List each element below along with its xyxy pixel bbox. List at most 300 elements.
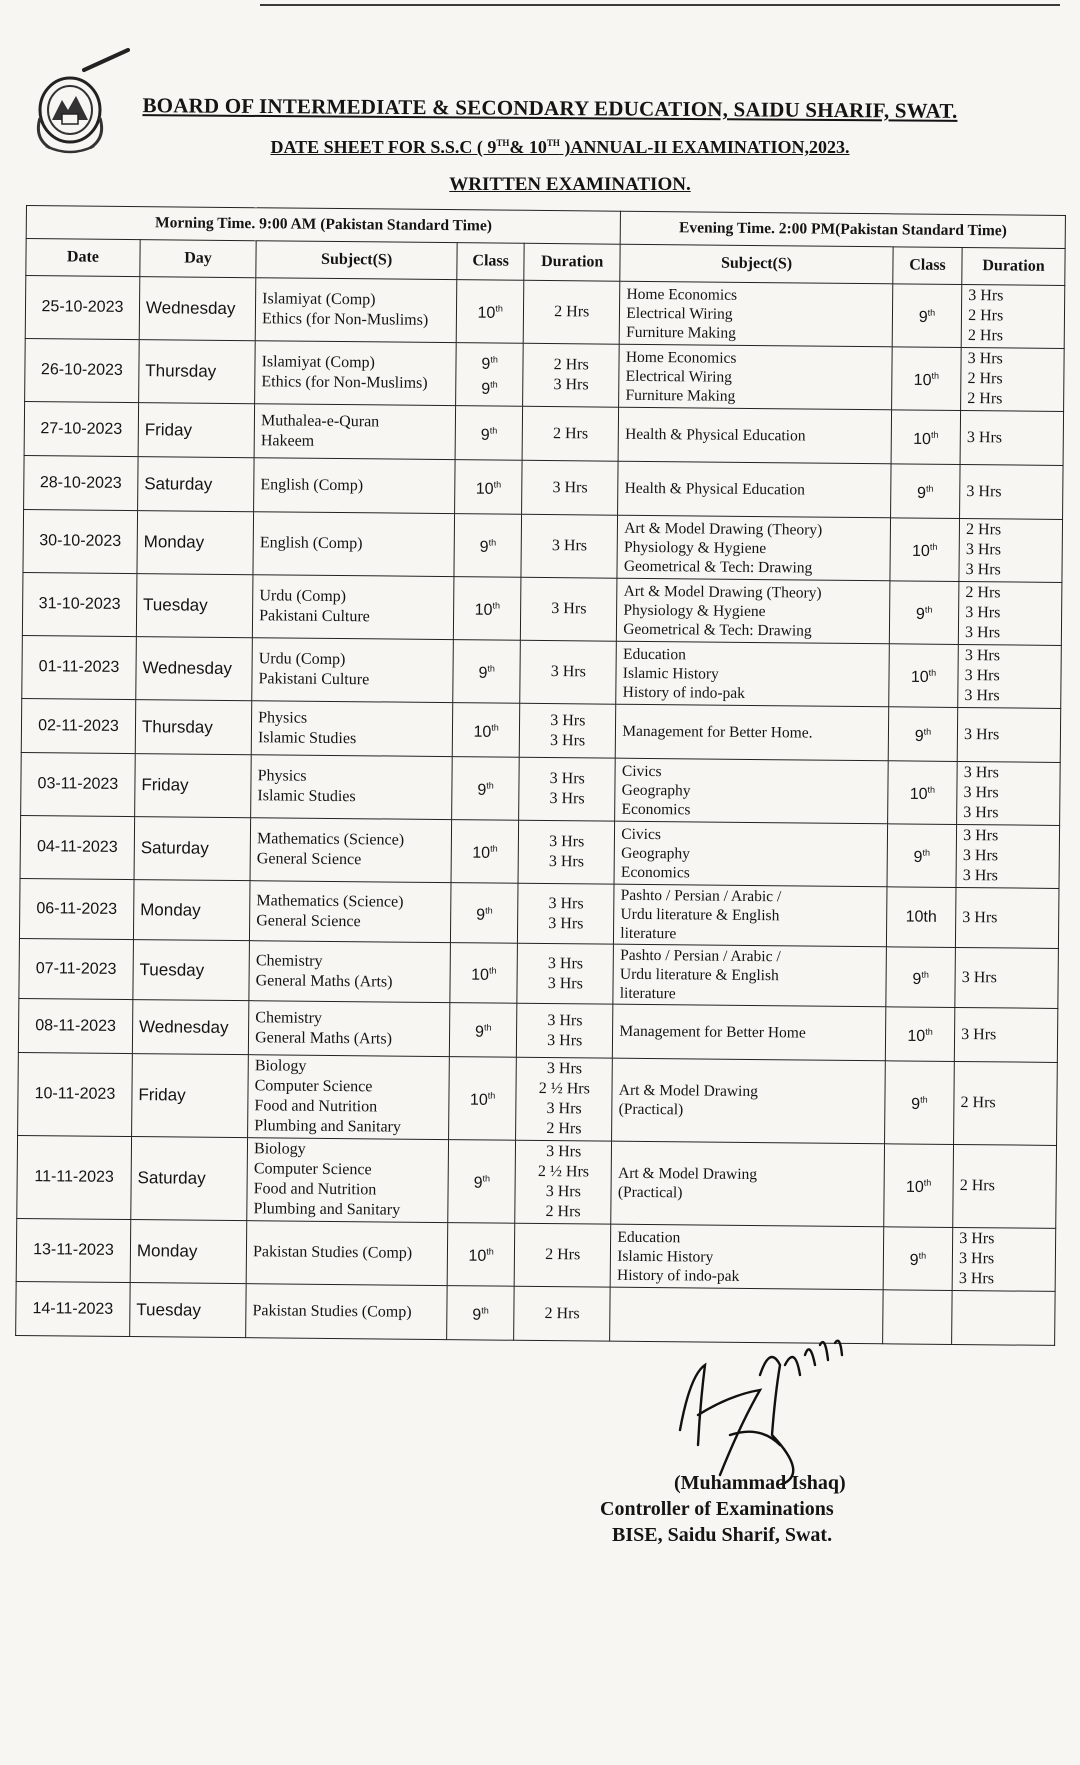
evening-class-line bbox=[890, 1173, 946, 1199]
class-suffix: th bbox=[487, 1090, 496, 1101]
morning-subject-line: English (Comp) bbox=[260, 475, 364, 494]
evening-duration bbox=[960, 464, 1063, 519]
class-number: 10 bbox=[910, 669, 929, 687]
class-number: 9 bbox=[916, 484, 927, 502]
morning-subject-line: Ethics (for Non-Muslims) bbox=[261, 373, 428, 392]
morning-subjects bbox=[249, 941, 451, 1003]
morning-class-line bbox=[459, 717, 513, 743]
board-name: BISE, Saidu Sharif, Swat. bbox=[612, 1524, 833, 1546]
evening-subject-line: literature bbox=[620, 924, 677, 943]
class-number: 10 bbox=[474, 601, 493, 620]
evening-subjects bbox=[614, 821, 887, 887]
morning-duration-line: 2 ½ Hrs bbox=[538, 1079, 590, 1098]
class-number: 9 bbox=[480, 426, 490, 444]
class-number: 9 bbox=[474, 1023, 485, 1041]
board-logo-emblem bbox=[32, 48, 132, 158]
class-suffix: th bbox=[928, 668, 937, 679]
class-suffix: th bbox=[490, 354, 498, 365]
morning-class bbox=[449, 1057, 517, 1141]
evening-session-header: Evening Time. 2:00 PM(Pakistan Standard Time) bbox=[620, 211, 1065, 248]
evening-subject-line: literature bbox=[619, 984, 676, 1003]
evening-class-line: 10th bbox=[905, 907, 937, 926]
exam-date: 28-10-2023 bbox=[24, 455, 138, 510]
morning-subjects bbox=[251, 755, 453, 820]
morning-subject-line: Muthalea-e-Quran bbox=[260, 411, 380, 430]
exam-date: 08-11-2023 bbox=[18, 998, 132, 1053]
morning-duration-line: 3 Hrs bbox=[549, 833, 585, 851]
morning-subjects bbox=[250, 881, 452, 943]
evening-class bbox=[888, 707, 958, 762]
evening-class-line bbox=[895, 663, 951, 689]
evening-class-line bbox=[890, 1246, 946, 1272]
evening-class bbox=[884, 1144, 954, 1228]
evening-duration-line: 3 Hrs bbox=[958, 1250, 995, 1268]
morning-subjects bbox=[252, 575, 454, 640]
exam-date: 01-11-2023 bbox=[22, 635, 137, 699]
morning-class-line bbox=[462, 374, 516, 400]
class-suffix: th bbox=[923, 1177, 932, 1189]
evening-class bbox=[891, 347, 961, 411]
class-number: 9 bbox=[481, 380, 491, 398]
sheet-title-sup: TH bbox=[496, 138, 510, 148]
evening-duration-line: 3 Hrs bbox=[965, 541, 1002, 559]
evening-class bbox=[885, 1007, 955, 1062]
class-suffix: th bbox=[925, 1026, 933, 1037]
morning-subject-line: Mathematics (Science) bbox=[256, 830, 405, 849]
evening-subject-line: Urdu literature & English bbox=[620, 905, 780, 925]
class-number: 10 bbox=[907, 1027, 926, 1045]
controller-title: Controller of Examinations bbox=[600, 1498, 834, 1520]
evening-duration bbox=[961, 284, 1064, 348]
schedule-row bbox=[18, 998, 1057, 1062]
exam-day: Tuesday bbox=[136, 574, 253, 638]
class-suffix: th bbox=[918, 1250, 927, 1262]
schedule-row bbox=[16, 1218, 1056, 1291]
class-number: 10 bbox=[469, 1091, 488, 1110]
evening-duration-line: 2 Hrs bbox=[960, 1094, 996, 1112]
morning-duration-line: 3 Hrs bbox=[551, 537, 588, 555]
evening-duration bbox=[952, 1290, 1055, 1345]
morning-subjects bbox=[246, 1284, 448, 1340]
evening-duration bbox=[952, 1227, 1055, 1291]
exam-day: Wednesday bbox=[139, 277, 256, 341]
evening-subject-line: Physiology & Hygiene bbox=[623, 601, 766, 620]
morning-duration-line: 3 Hrs bbox=[552, 478, 588, 496]
morning-duration-line: 3 Hrs bbox=[547, 954, 584, 972]
morning-subject-line: General Science bbox=[256, 850, 362, 869]
evening-subjects bbox=[620, 281, 893, 347]
evening-class bbox=[889, 581, 959, 645]
exam-day: Wednesday bbox=[136, 637, 253, 701]
class-suffix: th bbox=[488, 965, 497, 976]
morning-class-line bbox=[462, 420, 516, 446]
exam-date: 02-11-2023 bbox=[21, 698, 135, 753]
morning-duration-line: 2 Hrs bbox=[545, 1203, 581, 1221]
morning-duration-line: 3 Hrs bbox=[550, 663, 586, 681]
morning-class bbox=[456, 280, 524, 344]
morning-class-line bbox=[461, 474, 515, 500]
evening-duration-line: 3 Hrs bbox=[963, 804, 999, 822]
evening-subject-line: Education bbox=[622, 645, 686, 663]
evening-duration-line: 3 Hrs bbox=[961, 1025, 997, 1043]
morning-subject-line: Pakistan Studies (Comp) bbox=[252, 1301, 412, 1321]
morning-class bbox=[447, 1223, 515, 1287]
evening-class-line bbox=[894, 780, 950, 806]
evening-subjects bbox=[615, 758, 888, 824]
morning-duration bbox=[521, 577, 618, 641]
morning-subject-line: Pakistani Culture bbox=[258, 670, 370, 689]
evening-subject-line: Art & Model Drawing (Theory) bbox=[623, 582, 822, 602]
exam-day: Wednesday bbox=[132, 1000, 249, 1055]
evening-subject-line: (Practical) bbox=[618, 1100, 684, 1119]
evening-subject-line: Civics bbox=[621, 825, 662, 843]
evening-subjects bbox=[618, 461, 891, 518]
schedule-row bbox=[20, 815, 1060, 888]
evening-duration-line: 3 Hrs bbox=[958, 1270, 995, 1288]
morning-subject-line: Hakeem bbox=[260, 431, 315, 450]
morning-duration-line: 3 Hrs bbox=[546, 1143, 582, 1161]
evening-class bbox=[884, 1061, 954, 1145]
schedule-row bbox=[22, 635, 1062, 708]
morning-subjects bbox=[254, 404, 456, 460]
class-number: 10 bbox=[468, 1247, 487, 1266]
evening-duration-line: 3 Hrs bbox=[967, 350, 1003, 368]
morning-duration-line: 2 Hrs bbox=[545, 1246, 581, 1264]
evening-duration-line: 3 Hrs bbox=[964, 667, 1000, 685]
morning-class-line bbox=[458, 839, 512, 865]
col-header-evening-duration: Duration bbox=[962, 247, 1065, 285]
evening-subject-line: History of indo-pak bbox=[622, 683, 746, 702]
morning-class-line bbox=[461, 533, 515, 559]
class-number: 9 bbox=[479, 539, 489, 557]
schedule-row bbox=[22, 572, 1062, 645]
morning-subjects bbox=[250, 818, 452, 883]
morning-duration-line: 3 Hrs bbox=[546, 1060, 583, 1078]
exam-date: 11-11-2023 bbox=[17, 1135, 132, 1219]
evening-subject-line: (Practical) bbox=[617, 1183, 683, 1202]
morning-duration-line: 2 ½ Hrs bbox=[537, 1162, 590, 1181]
evening-duration bbox=[956, 824, 1059, 888]
evening-subject-line: Home Economics bbox=[625, 348, 737, 367]
evening-subject-line: Electrical Wiring bbox=[626, 304, 733, 323]
morning-duration bbox=[521, 514, 618, 578]
exam-date: 10-11-2023 bbox=[18, 1052, 133, 1136]
class-suffix: th bbox=[925, 483, 934, 494]
morning-class-line bbox=[457, 900, 511, 926]
morning-duration-line: 3 Hrs bbox=[547, 974, 583, 992]
sheet-title-part: DATE SHEET FOR S.S.C ( 9 bbox=[270, 137, 497, 157]
class-number: 9 bbox=[911, 1096, 921, 1114]
class-number: 9 bbox=[476, 906, 486, 924]
class-suffix: th bbox=[927, 307, 936, 319]
evening-subjects bbox=[616, 704, 889, 761]
class-suffix: th bbox=[482, 1173, 491, 1184]
morning-duration-line: 2 Hrs bbox=[552, 424, 589, 442]
morning-class bbox=[447, 1286, 515, 1341]
top-edge-rule bbox=[260, 4, 1060, 6]
morning-class bbox=[448, 1140, 516, 1224]
morning-subject-line: Urdu (Comp) bbox=[259, 587, 347, 606]
morning-subject-line: Biology bbox=[254, 1057, 307, 1075]
col-header-morning-subject: Subject(S) bbox=[256, 241, 457, 280]
morning-class-line bbox=[463, 299, 517, 325]
evening-class bbox=[886, 887, 956, 948]
class-number: 10 bbox=[471, 966, 490, 984]
exam-day: Monday bbox=[130, 1220, 247, 1284]
evening-duration bbox=[957, 707, 1060, 762]
exam-date: 14-11-2023 bbox=[16, 1281, 130, 1336]
evening-subject-line: Urdu literature & English bbox=[619, 965, 779, 985]
evening-duration bbox=[957, 761, 1060, 825]
class-number: 10 bbox=[475, 480, 494, 498]
morning-session-header: Morning Time. 9:00 AM (Pakistan Standard Time) bbox=[26, 206, 621, 245]
exam-day: Saturday bbox=[134, 817, 251, 881]
morning-class-line bbox=[458, 776, 512, 802]
evening-duration bbox=[956, 887, 1059, 948]
evening-class bbox=[891, 410, 961, 465]
evening-duration-line: 2 Hrs bbox=[967, 327, 1004, 345]
evening-subjects bbox=[618, 407, 891, 464]
class-suffix: th bbox=[488, 537, 497, 548]
evening-duration-line: 2 Hrs bbox=[965, 521, 1002, 539]
evening-duration bbox=[954, 1007, 1057, 1062]
col-header-morning-class: Class bbox=[457, 243, 524, 281]
evening-duration-line: 2 Hrs bbox=[967, 370, 1003, 388]
evening-duration-line: 3 Hrs bbox=[965, 561, 1001, 579]
morning-subjects bbox=[255, 341, 457, 406]
morning-subject-line: Pakistan Studies (Comp) bbox=[252, 1243, 413, 1262]
evening-duration bbox=[958, 581, 1061, 645]
morning-class-line bbox=[460, 659, 514, 685]
evening-duration bbox=[960, 410, 1063, 465]
class-number: 9 bbox=[914, 727, 924, 745]
evening-class bbox=[892, 284, 962, 348]
evening-class-line bbox=[899, 303, 955, 329]
evening-duration bbox=[958, 644, 1061, 708]
exam-day: Tuesday bbox=[130, 1283, 247, 1338]
morning-class bbox=[451, 883, 519, 944]
evening-duration-line: 3 Hrs bbox=[968, 287, 1004, 305]
evening-class bbox=[883, 1227, 953, 1291]
morning-duration bbox=[518, 883, 615, 944]
exam-day: Monday bbox=[137, 511, 254, 575]
morning-class bbox=[456, 343, 524, 407]
evening-duration-line: 3 Hrs bbox=[959, 1230, 995, 1248]
morning-subject-line: Chemistry bbox=[255, 951, 323, 970]
class-number: 9 bbox=[915, 606, 925, 624]
morning-class bbox=[454, 514, 522, 578]
morning-duration-line: 3 Hrs bbox=[553, 376, 589, 394]
morning-subject-line: Islamic Studies bbox=[257, 787, 356, 806]
evening-class-line bbox=[895, 721, 951, 747]
evening-subject-line: Management for Better Home bbox=[619, 1022, 806, 1042]
exam-type-title: WRITTEN EXAMINATION. bbox=[449, 174, 691, 195]
morning-class bbox=[455, 460, 523, 515]
morning-class-line bbox=[454, 1241, 508, 1267]
evening-subjects bbox=[614, 884, 887, 947]
class-suffix: th bbox=[492, 600, 501, 611]
class-number: 10 bbox=[472, 844, 491, 863]
evening-class bbox=[887, 824, 957, 888]
evening-duration-line: 3 Hrs bbox=[963, 764, 999, 782]
evening-duration-line: 3 Hrs bbox=[964, 647, 1001, 665]
morning-duration-line: 3 Hrs bbox=[548, 853, 585, 871]
morning-subjects bbox=[247, 1138, 449, 1223]
morning-subject-line: Physics bbox=[257, 767, 307, 785]
exam-day: Thursday bbox=[135, 700, 252, 755]
class-suffix: th bbox=[922, 847, 931, 859]
class-suffix: th bbox=[489, 425, 498, 436]
morning-subject-line: General Maths (Arts) bbox=[255, 971, 393, 991]
evening-duration-line: 3 Hrs bbox=[964, 624, 1001, 642]
exam-day: Monday bbox=[133, 880, 250, 941]
exam-day: Friday bbox=[132, 1054, 249, 1138]
morning-class bbox=[455, 406, 523, 461]
morning-class bbox=[452, 703, 520, 758]
class-suffix: th bbox=[485, 905, 493, 916]
col-header-date: Date bbox=[26, 239, 140, 277]
evening-subject-line: Home Economics bbox=[626, 285, 738, 304]
controller-name: (Muhammad Ishaq) bbox=[674, 1472, 846, 1494]
class-suffix: th bbox=[493, 479, 502, 490]
morning-duration-line: 3 Hrs bbox=[551, 600, 587, 618]
schedule-row bbox=[25, 276, 1065, 349]
morning-subject-line: Islamiyat (Comp) bbox=[261, 353, 376, 372]
morning-duration bbox=[515, 1140, 612, 1224]
evening-class-line bbox=[891, 1090, 947, 1116]
evening-class-line bbox=[892, 1021, 948, 1047]
board-title: BOARD OF INTERMEDIATE & SECONDARY EDUCATION, SAIDU SHARIF, SWAT. bbox=[142, 93, 958, 123]
morning-subject-line: Physics bbox=[258, 708, 308, 727]
class-suffix: th bbox=[490, 843, 498, 854]
exam-date: 27-10-2023 bbox=[24, 401, 138, 456]
date-sheet-title bbox=[120, 137, 980, 158]
evening-subject-line: Art & Model Drawing (Theory) bbox=[624, 519, 823, 539]
col-header-evening-class: Class bbox=[893, 247, 963, 285]
evening-duration-line: 3 Hrs bbox=[963, 784, 999, 802]
evening-duration bbox=[953, 1144, 1057, 1228]
evening-subject-line: Pashto / Persian / Arabic / bbox=[620, 946, 781, 966]
col-header-evening-subject: Subject(S) bbox=[620, 244, 893, 284]
morning-class-line bbox=[463, 349, 517, 375]
morning-subject-line: Ethics (for Non-Muslims) bbox=[261, 310, 429, 329]
evening-subject-line: Education bbox=[617, 1228, 681, 1246]
evening-duration bbox=[961, 347, 1064, 411]
exam-date: 04-11-2023 bbox=[20, 815, 135, 879]
class-suffix: th bbox=[931, 371, 940, 382]
evening-subject-line: Furniture Making bbox=[625, 386, 736, 405]
class-number: 10 bbox=[473, 723, 492, 741]
morning-duration bbox=[520, 640, 617, 704]
class-number: 10 bbox=[477, 304, 496, 323]
evening-subjects bbox=[613, 944, 886, 1007]
evening-class-line bbox=[898, 424, 954, 450]
class-suffix: th bbox=[486, 780, 494, 791]
evening-subject-line: Civics bbox=[621, 762, 662, 780]
morning-subject-line: Urdu (Comp) bbox=[258, 650, 346, 669]
morning-subject-line: Computer Science bbox=[253, 1160, 372, 1179]
morning-duration-line: 3 Hrs bbox=[548, 894, 584, 912]
class-suffix: th bbox=[920, 1094, 928, 1106]
class-suffix: th bbox=[921, 969, 929, 980]
evening-subjects bbox=[612, 1058, 885, 1144]
morning-duration-line: 3 Hrs bbox=[549, 770, 585, 788]
exam-date: 06-11-2023 bbox=[19, 878, 134, 939]
morning-subject-line: Computer Science bbox=[254, 1077, 373, 1096]
schedule-row bbox=[24, 455, 1063, 519]
evening-subject-line: Furniture Making bbox=[626, 323, 736, 342]
exam-day: Tuesday bbox=[133, 940, 250, 1001]
morning-subject-line: Islamiyat (Comp) bbox=[262, 290, 376, 309]
morning-class bbox=[454, 577, 522, 641]
morning-subject-line: Food and Nutrition bbox=[253, 1180, 377, 1199]
class-number: 9 bbox=[912, 970, 922, 988]
evening-duration-line: 3 Hrs bbox=[961, 968, 997, 986]
schedule-row bbox=[24, 401, 1063, 465]
exam-date: 30-10-2023 bbox=[23, 509, 138, 573]
morning-subject-line: Plumbing and Sanitary bbox=[253, 1200, 401, 1219]
morning-class-line bbox=[460, 596, 514, 622]
morning-duration bbox=[522, 406, 619, 461]
morning-subject-line: Chemistry bbox=[255, 1008, 323, 1027]
evening-duration-line: 3 Hrs bbox=[962, 867, 998, 885]
class-number: 9 bbox=[913, 849, 923, 867]
evening-subjects bbox=[610, 1224, 883, 1290]
schedule-rows bbox=[16, 276, 1065, 1346]
morning-class-line bbox=[456, 1017, 510, 1043]
morning-subjects bbox=[248, 1055, 450, 1140]
morning-duration bbox=[522, 460, 619, 515]
evening-class bbox=[886, 947, 956, 1008]
schedule-row bbox=[21, 752, 1061, 825]
class-number: 9 bbox=[918, 309, 928, 327]
class-suffix: th bbox=[930, 429, 939, 440]
evening-class bbox=[890, 518, 960, 582]
evening-subject-line: Economics bbox=[620, 863, 690, 881]
evening-duration bbox=[954, 1061, 1058, 1145]
evening-duration-line: 2 Hrs bbox=[965, 584, 1001, 602]
morning-duration-line: 2 Hrs bbox=[544, 1304, 580, 1322]
morning-duration bbox=[523, 343, 620, 407]
morning-subject-line: Biology bbox=[253, 1140, 306, 1158]
evening-duration-line: 3 Hrs bbox=[962, 847, 999, 865]
evening-subject-line: Art & Model Drawing bbox=[617, 1164, 758, 1184]
evening-subject-line: Geography bbox=[621, 844, 691, 862]
sheet-title-part: )ANNUAL-II EXAMINATION,2023. bbox=[559, 137, 850, 157]
signature-block bbox=[600, 1470, 940, 1548]
evening-subjects bbox=[616, 641, 889, 707]
exam-date: 31-10-2023 bbox=[22, 572, 137, 636]
sheet-title-part: & 10 bbox=[509, 137, 547, 157]
morning-subject-line: Food and Nutrition bbox=[254, 1097, 378, 1116]
morning-class bbox=[450, 1003, 518, 1058]
exam-date: 26-10-2023 bbox=[25, 338, 140, 402]
exam-date: 13-11-2023 bbox=[16, 1218, 131, 1282]
evening-duration-line: 3 Hrs bbox=[964, 687, 1000, 705]
evening-subject-line: Pashto / Persian / Arabic / bbox=[620, 886, 782, 906]
morning-duration-line: 3 Hrs bbox=[545, 1183, 581, 1201]
schedule-row bbox=[23, 509, 1063, 582]
evening-subjects bbox=[611, 1141, 884, 1227]
morning-duration-line: 3 Hrs bbox=[547, 1011, 583, 1029]
morning-duration bbox=[514, 1223, 611, 1287]
morning-class bbox=[450, 943, 518, 1004]
morning-duration bbox=[517, 1003, 614, 1058]
evening-subjects bbox=[617, 515, 890, 581]
class-suffix: th bbox=[487, 663, 496, 674]
morning-subjects bbox=[253, 512, 455, 577]
morning-class-line bbox=[455, 1168, 509, 1194]
